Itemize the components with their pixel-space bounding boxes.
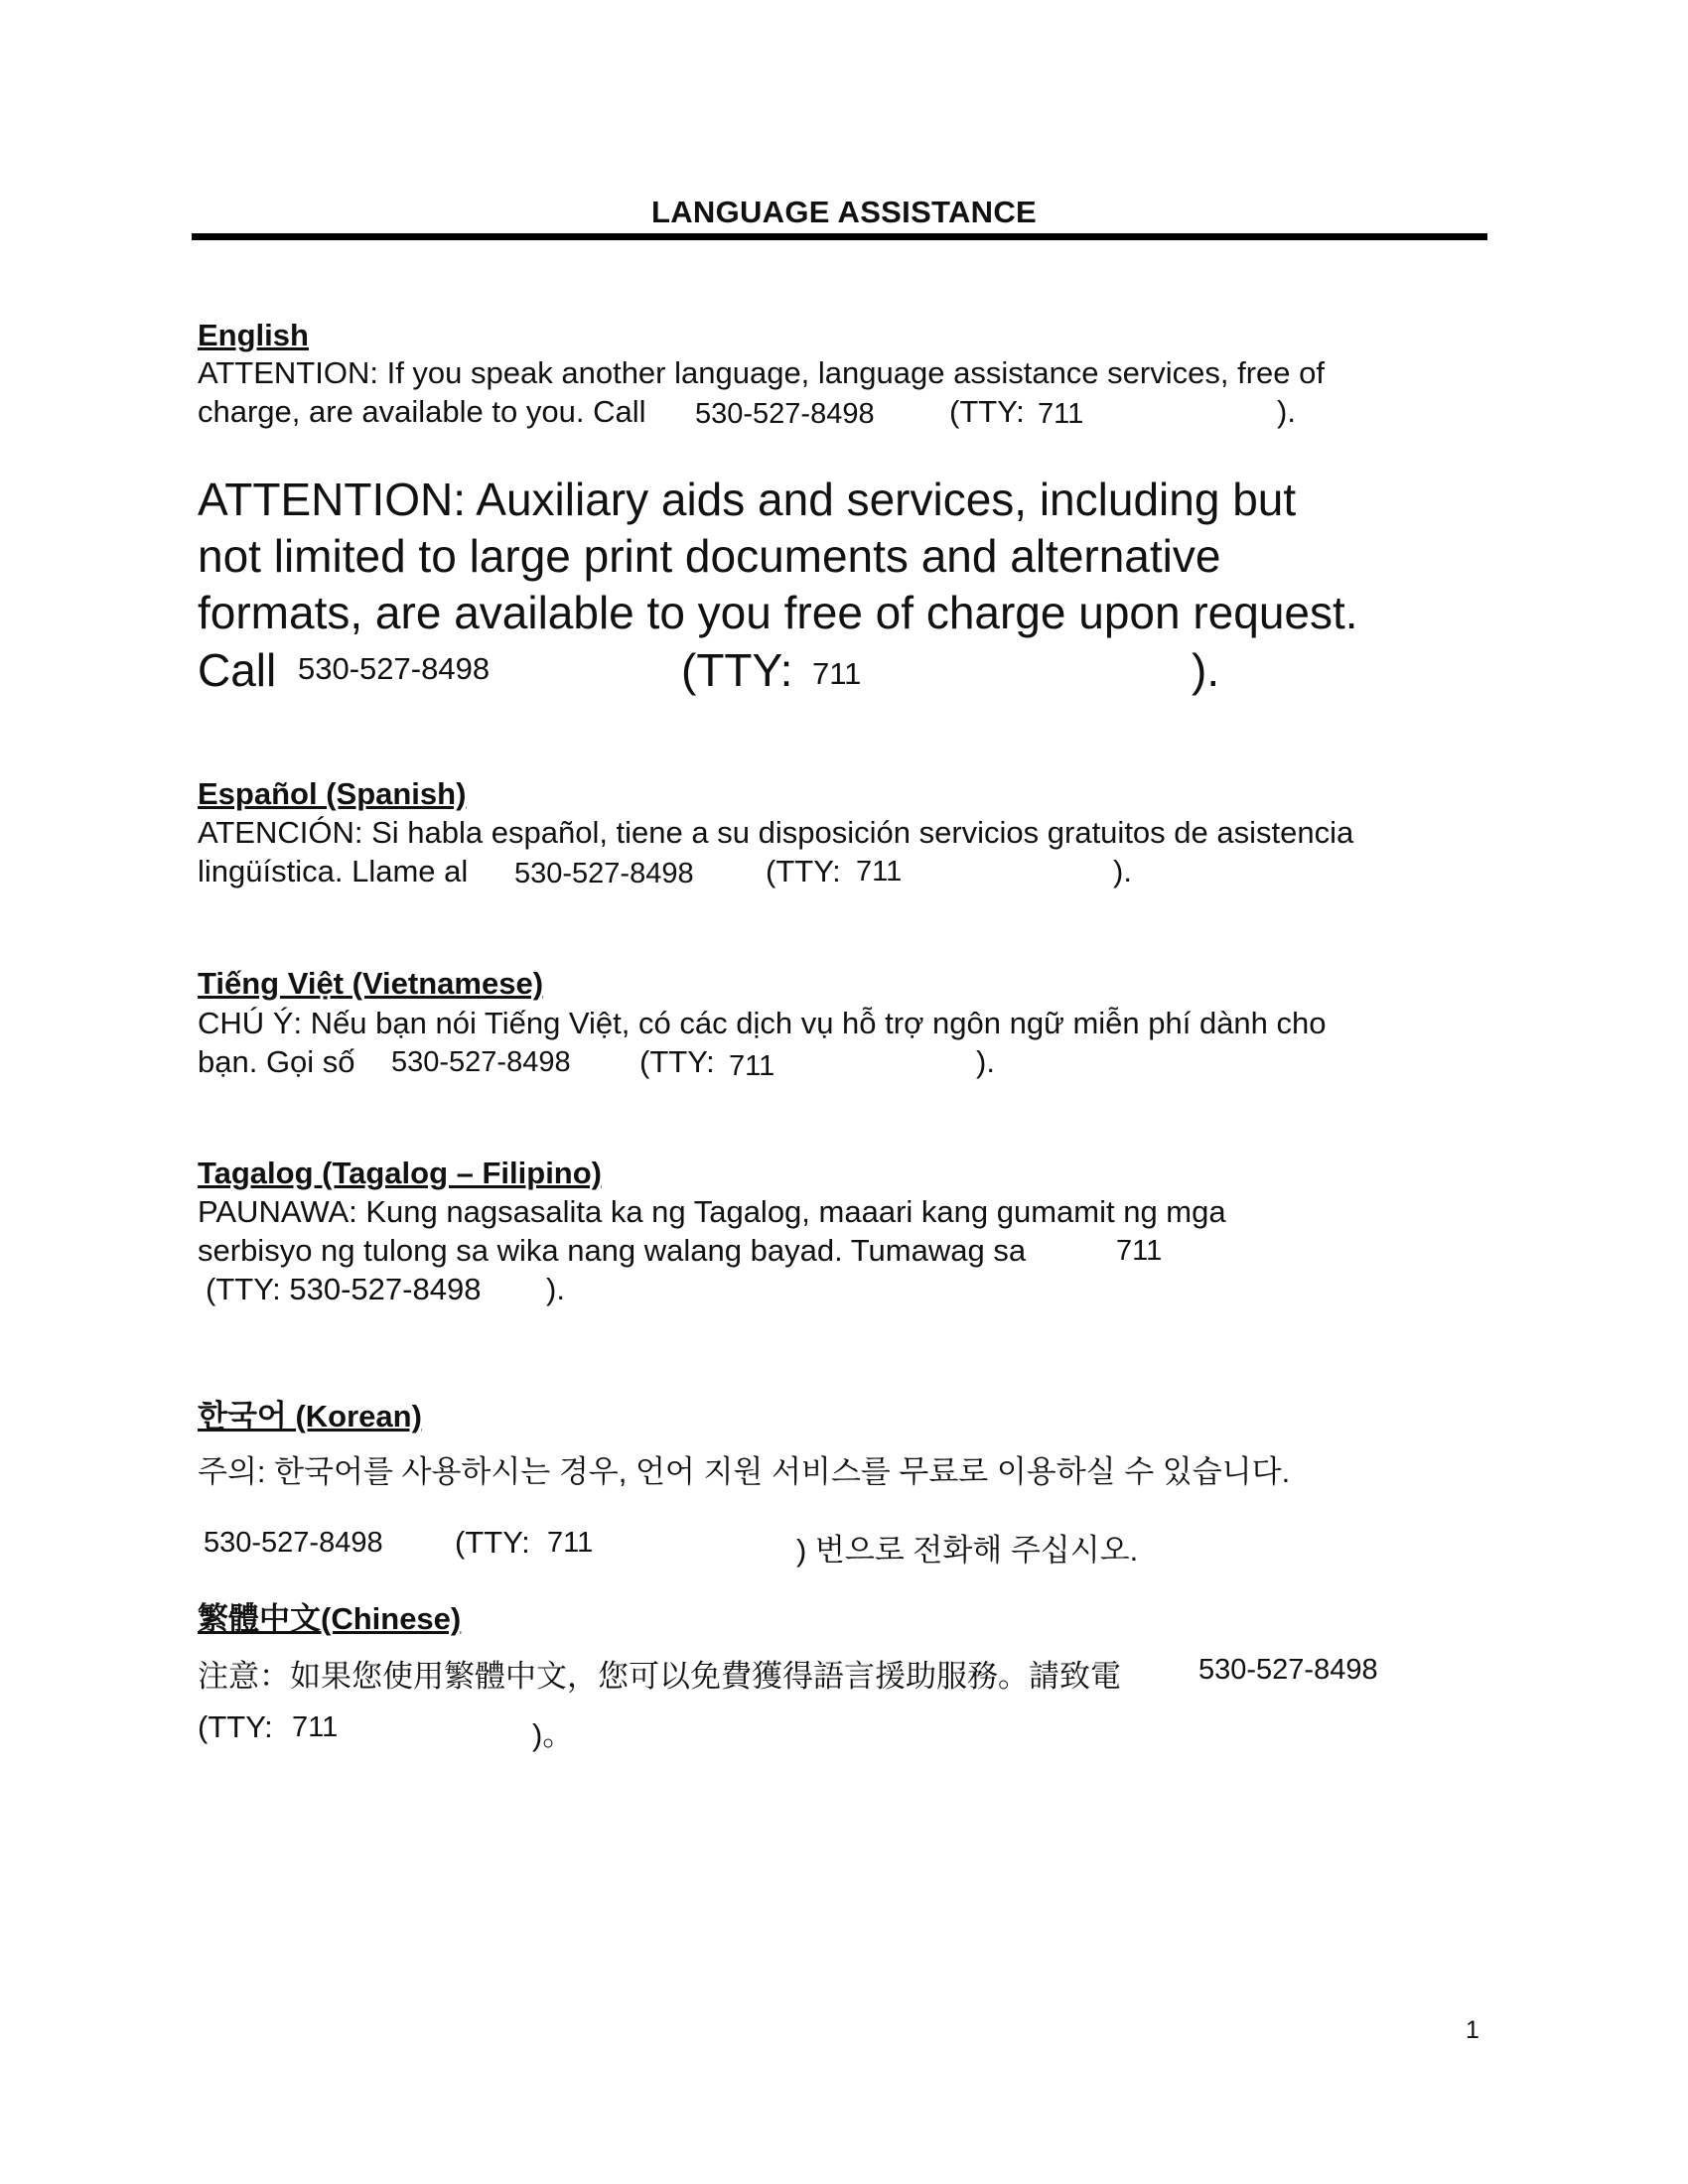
spanish-line-2: lingüística. Llame al [198, 854, 469, 888]
vietnamese-line-2: bạn. Gọi số [198, 1044, 355, 1079]
chinese-close: )。 [532, 1717, 574, 1752]
auxiliary-call: Call [198, 644, 277, 696]
chinese-heading: 繁體中文(Chinese) [198, 1601, 462, 1636]
vietnamese-line-1: CHÚ Ý: Nếu bạn nói Tiếng Việt, có các dịch vụ hỗ trợ ngôn ngữ miễn phí dành cho [198, 1006, 1327, 1040]
chinese-tty-label: (TTY: [198, 1709, 273, 1744]
korean-phone: 530-527-8498 [204, 1527, 383, 1559]
spanish-close: ). [1113, 854, 1132, 888]
korean-tty: 711 [547, 1527, 594, 1559]
auxiliary-phone: 530-527-8498 [298, 651, 491, 686]
korean-tty-label: (TTY: [455, 1525, 530, 1560]
korean-close: ) 번으로 전화해 주십시오. [796, 1533, 1139, 1568]
korean-line-1: 주의: 한국어를 사용하시는 경우, 언어 지원 서비스를 무료로 이용하실 수 있습니다. [198, 1454, 1291, 1489]
korean-heading: 한국어 (Korean) [198, 1399, 422, 1433]
tagalog-line-1: PAUNAWA: Kung nagsasalita ka ng Tagalog, maaari kang gumamit ng mga [198, 1194, 1226, 1229]
auxiliary-line-2: not limited to large print documents and alternative [198, 530, 1221, 582]
tagalog-heading: Tagalog (Tagalog – Filipino) [198, 1156, 602, 1190]
english-line-2: charge, are available to you. Call [198, 394, 646, 429]
spanish-line-1: ATENCIÓN: Si habla español, tiene a su disposición servicios gratuitos de asistencia [198, 815, 1354, 850]
auxiliary-line-1: ATTENTION: Auxiliary aids and services, including but [198, 474, 1297, 525]
tagalog-phone: 711 [1116, 1235, 1163, 1267]
vietnamese-close: ). [976, 1044, 995, 1079]
auxiliary-line-3: formats, are available to you free of charge upon request. [198, 587, 1358, 638]
english-tty-label: (TTY: [949, 394, 1025, 429]
tagalog-close: ). [546, 1272, 565, 1306]
tagalog-line-2: serbisyo ng tulong sa wika nang walang bayad. Tumawag sa [198, 1233, 1027, 1268]
spanish-heading: Español (Spanish) [198, 776, 467, 811]
english-tty: 711 [1038, 398, 1084, 430]
vietnamese-heading: Tiếng Việt (Vietnamese) [198, 966, 544, 1001]
vietnamese-tty-label: (TTY: [639, 1044, 715, 1079]
auxiliary-close: ). [1192, 644, 1220, 696]
spanish-tty-label: (TTY: [766, 854, 841, 888]
auxiliary-tty: 711 [812, 656, 862, 691]
tagalog-tty: (TTY: 530-527-8498 [206, 1272, 482, 1306]
auxiliary-tty-label: (TTY: [681, 644, 793, 696]
page-number: 1 [1466, 2016, 1479, 2044]
page-title: LANGUAGE ASSISTANCE [650, 195, 1038, 229]
title-rule [192, 233, 1487, 240]
english-phone: 530-527-8498 [695, 398, 875, 430]
spanish-tty: 711 [856, 856, 903, 887]
spanish-phone: 530-527-8498 [514, 858, 694, 889]
english-heading: English [198, 318, 309, 352]
vietnamese-phone: 530-527-8498 [391, 1046, 571, 1078]
chinese-line-1: 注意：如果您使用繁體中文，您可以免費獲得語言援助服務。請致電 [198, 1659, 1121, 1694]
vietnamese-tty: 711 [729, 1050, 775, 1082]
chinese-tty: 711 [292, 1711, 339, 1743]
chinese-phone: 530-527-8498 [1198, 1654, 1378, 1686]
english-close: ). [1277, 394, 1296, 429]
english-line-1: ATTENTION: If you speak another language, language assistance services, free of [198, 355, 1325, 390]
